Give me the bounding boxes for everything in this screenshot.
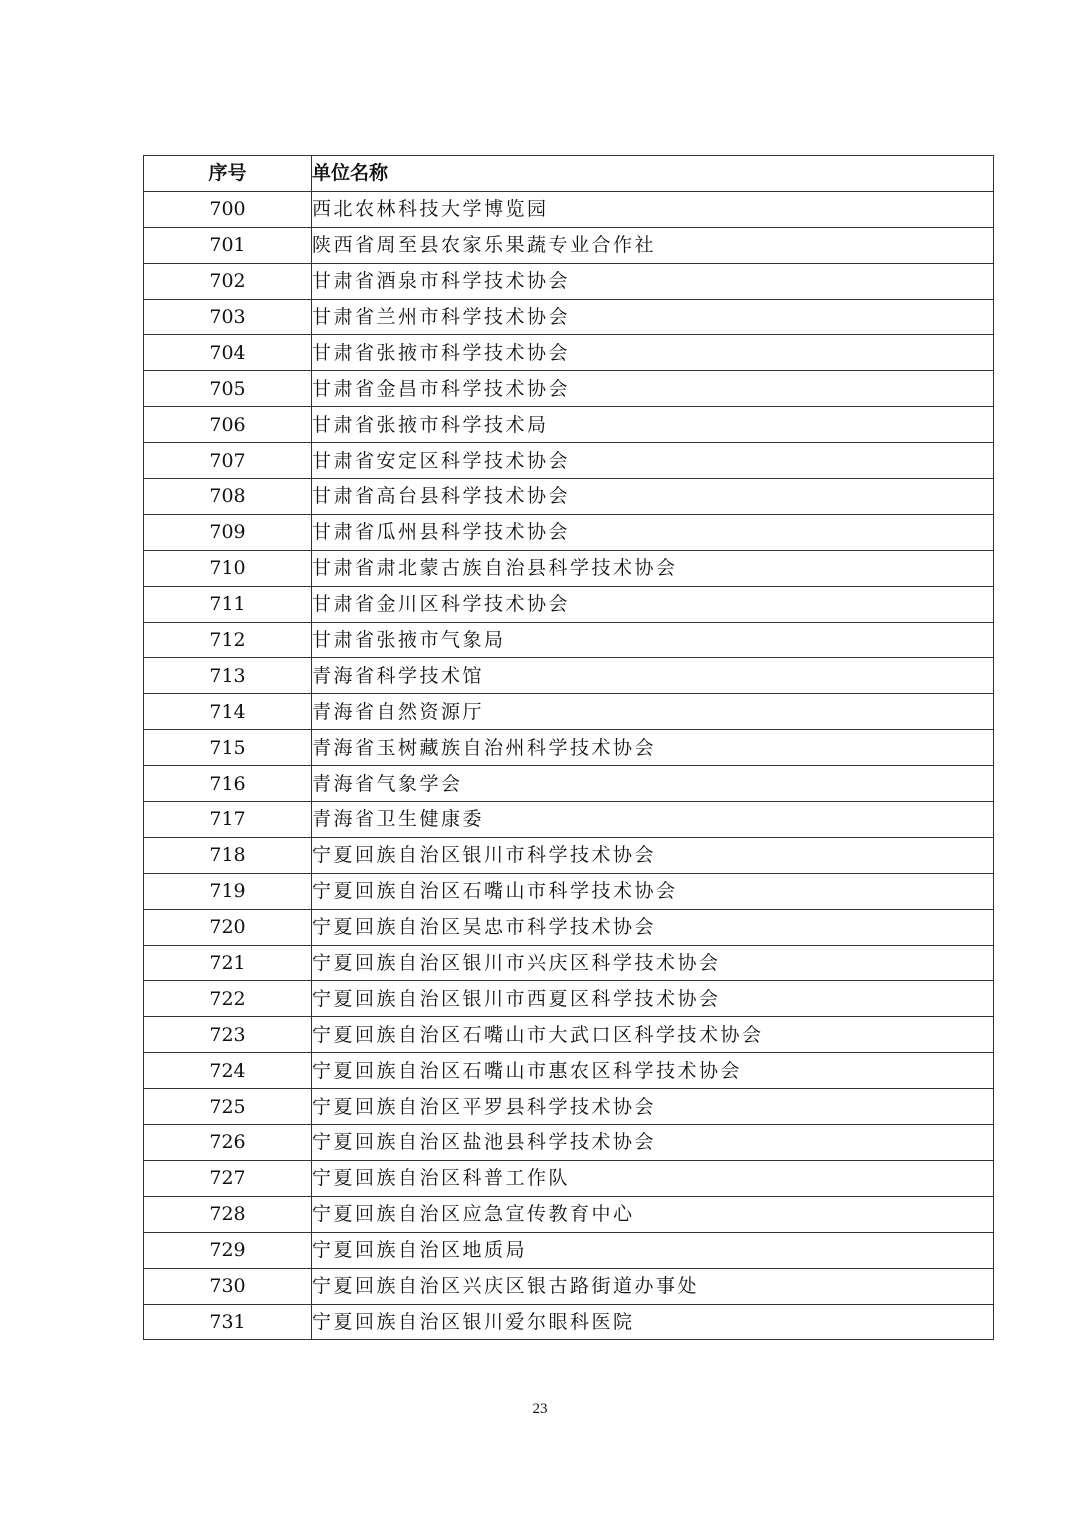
unit-name-cell: 宁夏回族自治区银川市科学技术协会: [312, 837, 994, 873]
serial-number-cell: 726: [144, 1125, 312, 1161]
unit-name-cell: 青海省玉树藏族自治州科学技术协会: [312, 730, 994, 766]
unit-name-cell: 甘肃省安定区科学技术协会: [312, 443, 994, 479]
serial-number-cell: 728: [144, 1196, 312, 1232]
serial-number-cell: 718: [144, 837, 312, 873]
serial-number-cell: 700: [144, 191, 312, 227]
serial-number-cell: 727: [144, 1160, 312, 1196]
table-row: [144, 263, 994, 299]
serial-number-cell: 709: [144, 514, 312, 550]
unit-name-cell: 甘肃省兰州市科学技术协会: [312, 299, 994, 335]
table-row: [144, 1053, 994, 1089]
unit-name-cell: 宁夏回族自治区科普工作队: [312, 1160, 994, 1196]
unit-name-cell: 宁夏回族自治区平罗县科学技术协会: [312, 1089, 994, 1125]
serial-number-cell: 708: [144, 479, 312, 515]
unit-name-cell: 西北农林科技大学博览园: [312, 191, 994, 227]
unit-name-cell: 宁夏回族自治区银川爱尔眼科医院: [312, 1304, 994, 1340]
unit-name-cell: 宁夏回族自治区银川市西夏区科学技术协会: [312, 981, 994, 1017]
unit-name-cell: 青海省卫生健康委: [312, 802, 994, 838]
unit-list-table: [143, 155, 994, 1340]
table-row: [144, 1304, 994, 1340]
serial-number-cell: 717: [144, 802, 312, 838]
serial-number-cell: 729: [144, 1232, 312, 1268]
unit-name-cell: 宁夏回族自治区地质局: [312, 1232, 994, 1268]
unit-name-cell: 青海省科学技术馆: [312, 658, 994, 694]
unit-name-cell: 宁夏回族自治区吴忠市科学技术协会: [312, 909, 994, 945]
serial-number-cell: 725: [144, 1089, 312, 1125]
serial-number-cell: 713: [144, 658, 312, 694]
page-number: 23: [532, 1401, 548, 1417]
serial-number-cell: 710: [144, 550, 312, 586]
table-row: [144, 1196, 994, 1232]
table-body: [144, 191, 994, 1340]
table-row: [144, 514, 994, 550]
unit-name-cell: 甘肃省瓜州县科学技术协会: [312, 514, 994, 550]
serial-number-cell: 714: [144, 694, 312, 730]
unit-name-cell: 甘肃省张掖市科学技术协会: [312, 335, 994, 371]
table-row: [144, 407, 994, 443]
table-row: [144, 550, 994, 586]
header-unit-name: 单位名称: [312, 156, 994, 192]
table-row: [144, 1232, 994, 1268]
serial-number-cell: 707: [144, 443, 312, 479]
serial-number-cell: 719: [144, 873, 312, 909]
serial-number-cell: 720: [144, 909, 312, 945]
header-serial-number: 序号: [144, 156, 312, 192]
unit-name-cell: 宁夏回族自治区石嘴山市大武口区科学技术协会: [312, 1017, 994, 1053]
unit-name-cell: 宁夏回族自治区盐池县科学技术协会: [312, 1125, 994, 1161]
unit-name-cell: 甘肃省金川区科学技术协会: [312, 586, 994, 622]
unit-name-cell: 青海省自然资源厅: [312, 694, 994, 730]
table-row: [144, 191, 994, 227]
serial-number-cell: 705: [144, 371, 312, 407]
serial-number-cell: 723: [144, 1017, 312, 1053]
serial-number-cell: 715: [144, 730, 312, 766]
serial-number-cell: 731: [144, 1304, 312, 1340]
serial-number-cell: 721: [144, 945, 312, 981]
table-row: [144, 479, 994, 515]
unit-name-cell: 甘肃省金昌市科学技术协会: [312, 371, 994, 407]
table-row: [144, 227, 994, 263]
table-row: [144, 335, 994, 371]
serial-number-cell: 706: [144, 407, 312, 443]
serial-number-cell: 704: [144, 335, 312, 371]
table-row: [144, 766, 994, 802]
serial-number-cell: 730: [144, 1268, 312, 1304]
table-row: [144, 694, 994, 730]
table-row: [144, 945, 994, 981]
table-row: [144, 443, 994, 479]
unit-name-cell: 宁夏回族自治区应急宣传教育中心: [312, 1196, 994, 1232]
serial-number-cell: 701: [144, 227, 312, 263]
table-row: [144, 981, 994, 1017]
unit-name-cell: 甘肃省酒泉市科学技术协会: [312, 263, 994, 299]
table-row: [144, 658, 994, 694]
table-row: [144, 909, 994, 945]
serial-number-cell: 702: [144, 263, 312, 299]
unit-name-cell: 宁夏回族自治区银川市兴庆区科学技术协会: [312, 945, 994, 981]
table-row: [144, 802, 994, 838]
table-row: [144, 622, 994, 658]
table-row: [144, 1268, 994, 1304]
table-row: [144, 1017, 994, 1053]
serial-number-cell: 711: [144, 586, 312, 622]
serial-number-cell: 724: [144, 1053, 312, 1089]
serial-number-cell: 712: [144, 622, 312, 658]
unit-name-cell: 甘肃省张掖市气象局: [312, 622, 994, 658]
table-row: [144, 873, 994, 909]
unit-name-cell: 甘肃省张掖市科学技术局: [312, 407, 994, 443]
unit-name-cell: 甘肃省肃北蒙古族自治县科学技术协会: [312, 550, 994, 586]
table-row: [144, 730, 994, 766]
table-row: [144, 1125, 994, 1161]
unit-name-cell: 青海省气象学会: [312, 766, 994, 802]
table-row: [144, 586, 994, 622]
serial-number-cell: 703: [144, 299, 312, 335]
serial-number-cell: 722: [144, 981, 312, 1017]
unit-name-cell: 陕西省周至县农家乐果蔬专业合作社: [312, 227, 994, 263]
table-row: [144, 371, 994, 407]
serial-number-cell: 716: [144, 766, 312, 802]
table-row: [144, 1160, 994, 1196]
unit-name-cell: 宁夏回族自治区石嘴山市惠农区科学技术协会: [312, 1053, 994, 1089]
unit-name-cell: 甘肃省高台县科学技术协会: [312, 479, 994, 515]
table-row: [144, 299, 994, 335]
unit-name-cell: 宁夏回族自治区兴庆区银古路街道办事处: [312, 1268, 994, 1304]
table-row: [144, 837, 994, 873]
table-header-row: [144, 156, 994, 192]
table-row: [144, 1089, 994, 1125]
unit-name-cell: 宁夏回族自治区石嘴山市科学技术协会: [312, 873, 994, 909]
